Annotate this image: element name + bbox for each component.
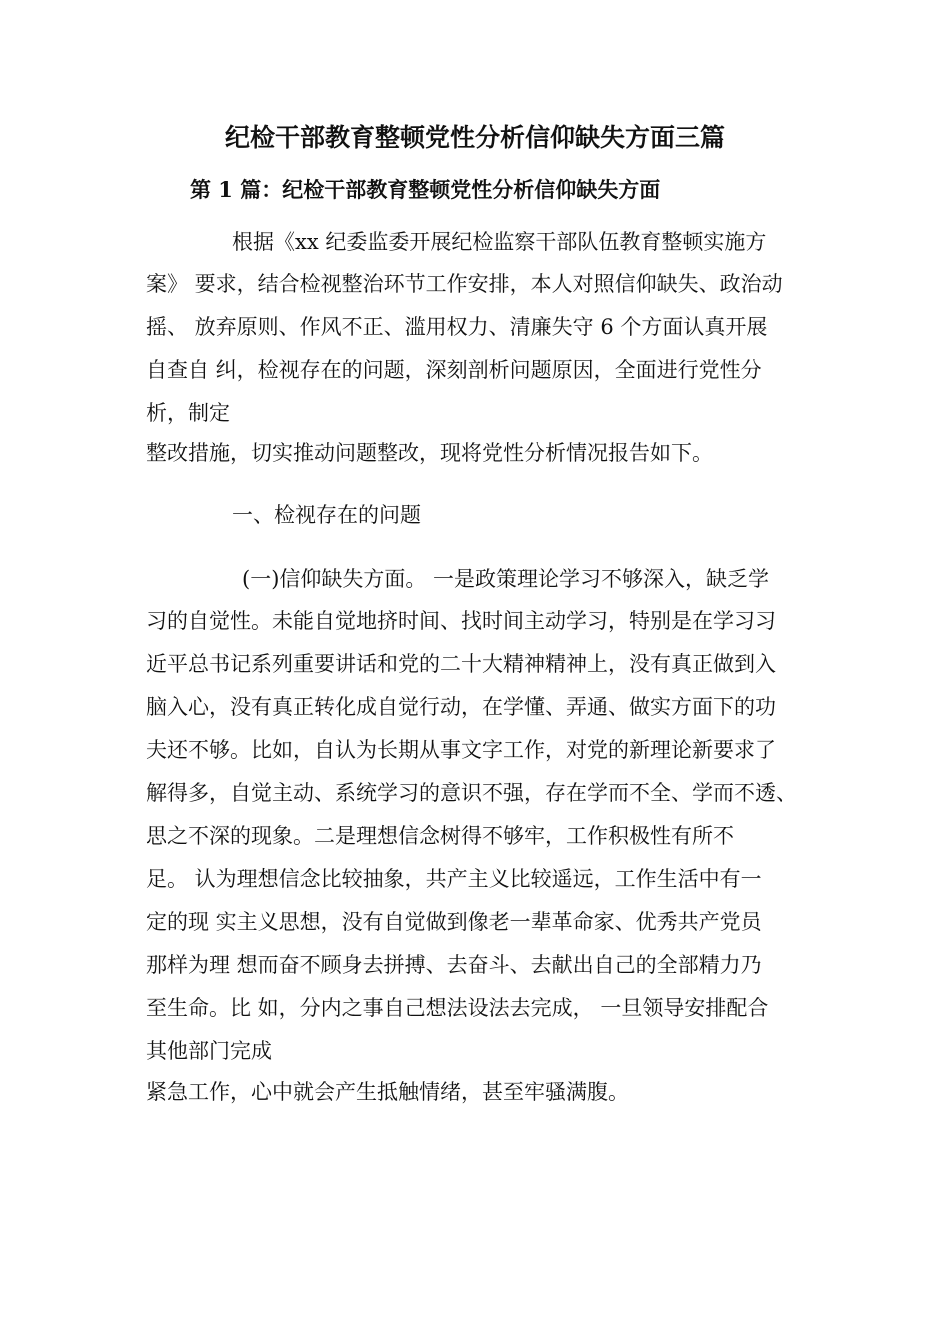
- paragraph-line: 案》 要求，结合检视整治环节工作安排，本人对照信仰缺失、政治动: [146, 272, 783, 296]
- paragraph-line: 整改措施，切实推动问题整改，现将党性分析情况报告如下。: [146, 441, 713, 465]
- paragraph-line: 析，制定: [146, 401, 230, 425]
- paragraph-line: 夫还不够。比如，自认为长期从事文字工作，对党的新理论新要求了: [146, 738, 776, 762]
- paragraph-line: 定的现 实主义思想，没有自觉做到像老一辈革命家、优秀共产党员: [146, 910, 762, 934]
- paragraph-line: 思之不深的现象。二是理想信念树得不够牢，工作积极性有所不: [146, 824, 734, 848]
- section-heading: 一、检视存在的问题: [232, 503, 421, 527]
- paragraph-line: 其他部门完成: [146, 1039, 272, 1063]
- paragraph-line: (一)信仰缺失方面。 一是政策理论学习不够深入，缺乏学: [242, 567, 770, 591]
- paragraph-line: 那样为理 想而奋不顾身去拼搏、去奋斗、去献出自己的全部精力乃: [146, 953, 762, 977]
- paragraph-line: 近平总书记系列重要讲话和党的二十大精神精神上，没有真正做到入: [146, 652, 776, 676]
- document-title: 纪检干部教育整顿党性分析信仰缺失方面三篇: [224, 123, 725, 152]
- paragraph-line: 自查自 纠，检视存在的问题，深刻剖析问题原因，全面进行党性分: [146, 358, 762, 382]
- paragraph-line: 脑入心，没有真正转化成自觉行动，在学懂、弄通、做实方面下的功: [146, 695, 776, 719]
- paragraph-line: 习的自觉性。未能自觉地挤时间、找时间主动学习，特别是在学习习: [146, 609, 776, 633]
- document-subtitle: 第 1 篇：纪检干部教育整顿党性分析信仰缺失方面: [190, 177, 661, 202]
- paragraph-line: 紧急工作，心中就会产生抵触情绪，甚至牢骚满腹。: [146, 1080, 629, 1104]
- paragraph-line: 根据《xx 纪委监委开展纪检监察干部队伍教育整顿实施方: [232, 230, 767, 254]
- paragraph-line: 摇、 放弃原则、作风不正、滥用权力、清廉失守 6 个方面认真开展: [146, 315, 768, 339]
- paragraph-line: 至生命。比 如，分内之事自己想法设法去完成， 一旦领导安排配合: [146, 996, 769, 1020]
- paragraph-line: 足。 认为理想信念比较抽象，共产主义比较遥远，工作生活中有一: [146, 867, 762, 891]
- paragraph-line: 解得多，自觉主动、系统学习的意识不强，存在学而不全、学而不透、: [146, 781, 797, 805]
